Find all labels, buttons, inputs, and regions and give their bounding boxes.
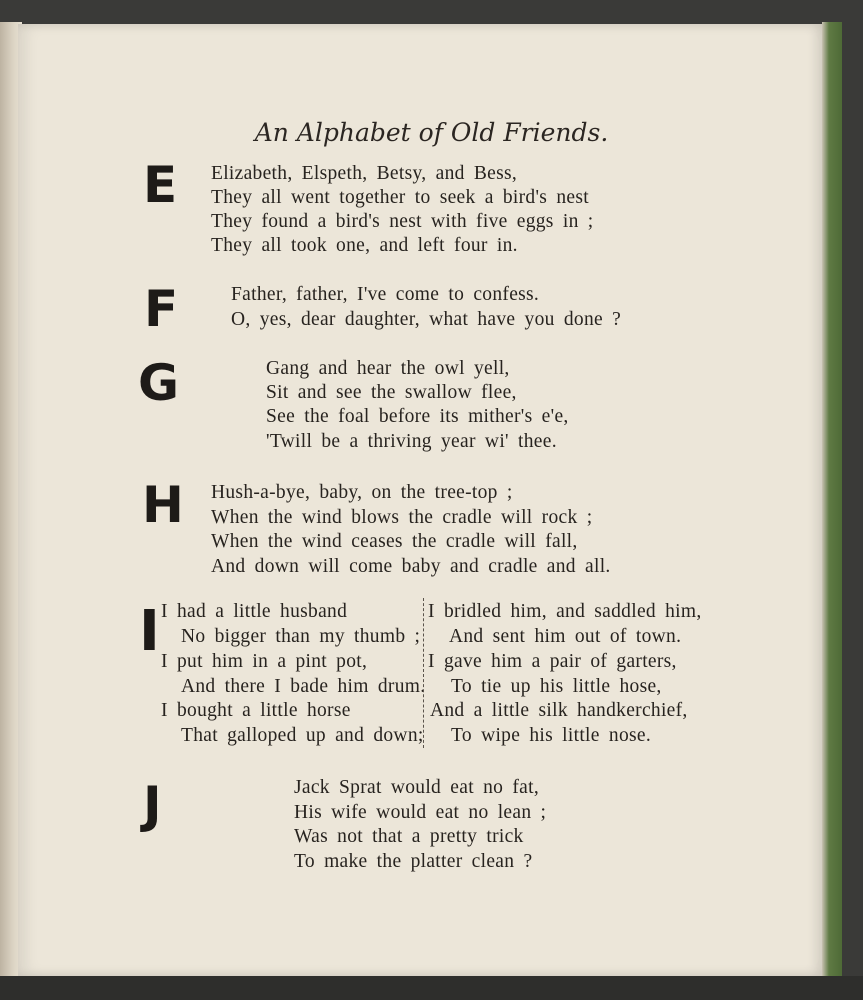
book-cover-edge xyxy=(822,22,842,977)
verse-line: To make the platter clean ? xyxy=(294,851,533,872)
verse-line: They found a bird's nest with five eggs in ; xyxy=(211,211,594,232)
verse-line: And down will come baby and cradle and all. xyxy=(211,556,611,577)
verse-line: I bridled him, and saddled him, xyxy=(428,601,702,622)
verse-line: And a little silk handkerchief, xyxy=(430,700,688,721)
verse-line: I put him in a pint pot, xyxy=(161,651,368,672)
verse-line: Was not that a pretty trick xyxy=(294,826,524,847)
verse-line: See the foal before its mither's e'e, xyxy=(266,406,569,427)
verse-line: Father, father, I've come to confess. xyxy=(231,284,540,305)
verse-line: No bigger than my thumb ; xyxy=(181,626,421,647)
verse-line: And sent him out of town. xyxy=(449,626,682,647)
verse-line: That galloped up and down; xyxy=(181,725,424,746)
verse-line: When the wind ceases the cradle will fall, xyxy=(211,531,578,552)
verse-line: I bought a little horse xyxy=(161,700,351,721)
verse-line: Sit and see the swallow flee, xyxy=(266,382,517,403)
verse-line: Gang and hear the owl yell, xyxy=(266,358,510,379)
verse-line: They all went together to seek a bird's nest xyxy=(211,187,589,208)
verse-line: They all took one, and left four in. xyxy=(211,235,518,256)
initial-i: I xyxy=(139,599,160,664)
verse-line: To tie up his little hose, xyxy=(451,676,662,697)
page-title: An Alphabet of Old Friends. xyxy=(254,118,609,147)
initial-e: E xyxy=(143,156,178,214)
verse-line: Jack Sprat would eat no fat, xyxy=(294,777,540,798)
initial-j: J xyxy=(143,776,162,834)
column-divider xyxy=(423,598,424,748)
verse-line: I had a little husband xyxy=(161,601,348,622)
verse-line: 'Twill be a thriving year wi' thee. xyxy=(266,431,557,452)
verse-line: To wipe his little nose. xyxy=(451,725,652,746)
initial-h: H xyxy=(142,476,184,534)
background-edge xyxy=(0,976,863,1000)
verse-line: Elizabeth, Elspeth, Betsy, and Bess, xyxy=(211,163,518,184)
verse-line: I gave him a pair of garters, xyxy=(428,651,677,672)
initial-g: G xyxy=(138,354,180,412)
verse-line: When the wind blows the cradle will rock ; xyxy=(211,507,593,528)
verse-line: And there I bade him drum. xyxy=(181,676,426,697)
verse-line: His wife would eat no lean ; xyxy=(294,802,547,823)
initial-f: F xyxy=(144,280,179,338)
verse-line: Hush-a-bye, baby, on the tree-top ; xyxy=(211,482,513,503)
verse-line: O, yes, dear daughter, what have you done ? xyxy=(231,309,622,330)
